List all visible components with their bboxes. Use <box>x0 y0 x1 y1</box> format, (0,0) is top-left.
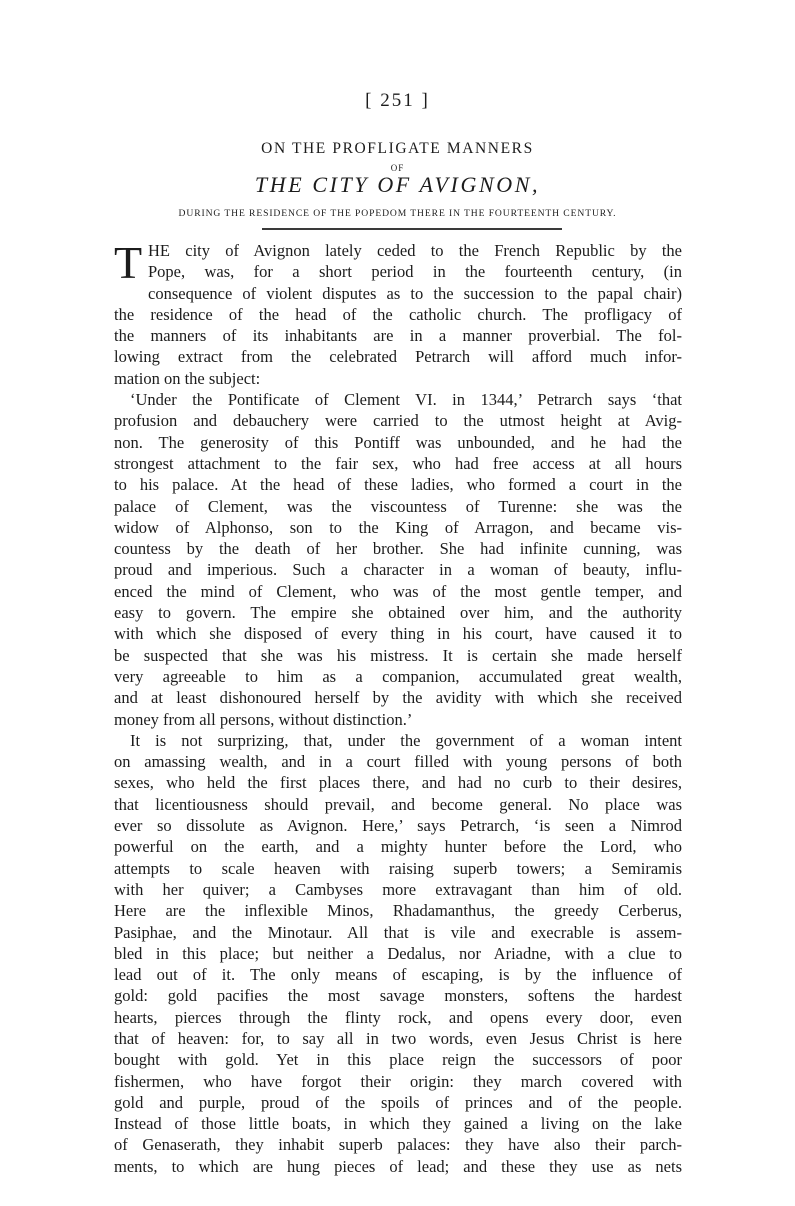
text-line: ever so dissolute as Avignon. Here,’ says Petrarch, ‘is seen a Nimrod <box>114 816 682 836</box>
text-line: Pope, was, for a short period in the fourteenth century, (in <box>148 262 682 282</box>
text-line: bought with gold. Yet in this place reign the successors of poor <box>114 1050 682 1070</box>
text-line: It is not surprizing, that, under the government of a woman intent <box>130 730 682 750</box>
text-line: strongest attachment to the fair sex, who had free access at all hours <box>114 453 682 473</box>
text-line: Instead of those little boats, in which they gained a living on the lake <box>114 1114 682 1134</box>
text-line: easy to govern. The empire she obtained over him, and the authority <box>114 603 682 623</box>
title-of: OF <box>390 163 405 173</box>
text-line: gold and purple, proud of the spoils of princes and of the people. <box>114 1092 682 1112</box>
text-line: mation on the subject: <box>114 368 261 388</box>
text-line: proud and imperious. Such a character in a woman of beauty, influ- <box>114 560 682 580</box>
text-line: lowing extract from the celebrated Petrarch will afford much infor- <box>114 347 682 367</box>
text-line: countess by the death of her brother. She had infinite cunning, was <box>114 539 682 559</box>
text-line: attempts to scale heaven with raising superb towers; a Semiramis <box>114 858 682 878</box>
text-line: with her quiver; a Cambyses more extravagant than him of old. <box>114 879 682 899</box>
text-line: lead out of it. The only means of escaping, is by the influence of <box>114 965 682 985</box>
text-line: the residence of the head of the catholic church. The profligacy of <box>114 304 682 324</box>
text-line: ments, to which are hung pieces of lead; and these they use as nets <box>114 1156 682 1176</box>
text-line: HE city of Avignon lately ceded to the French Republic by the <box>148 241 682 260</box>
text-line: enced the mind of Clement, who was of the most gentle temper, and <box>114 581 682 601</box>
title-main: THE CITY OF AVIGNON, <box>254 172 541 197</box>
subtitle: DURING THE RESIDENCE OF THE POPEDOM THERE IN THE FOURTEENTH CENTURY. <box>178 208 617 219</box>
drop-cap: T <box>114 237 143 288</box>
text-line: that of heaven: for, to say all in two words, even Jesus Christ is here <box>114 1028 682 1048</box>
text-line: consequence of violent disputes as to the succession to the papal chair) <box>148 283 682 303</box>
text-line: of Genaserath, they inhabit superb palaces: they have also their parch- <box>114 1135 682 1155</box>
page-number: [ 251 ] <box>365 90 430 111</box>
text-line: non. The generosity of this Pontiff was unbounded, and he had the <box>114 432 682 452</box>
text-line: palace of Clement, was the viscountess of Turenne: she was the <box>114 496 682 516</box>
text-line: very agreeable to him as a companion, accumulated great wealth, <box>114 666 682 686</box>
title-rule <box>262 228 562 230</box>
text-line: and at least dishonoured herself by the avidity with which she received <box>114 688 682 708</box>
text-line: that licentiousness should prevail, and become general. No place was <box>114 794 682 814</box>
text-line: profusion and debauchery were carried to the utmost height at Avig- <box>114 411 682 431</box>
title-line-1: ON THE PROFLIGATE MANNERS <box>261 140 534 157</box>
text-line: Pasiphae, and the Minotaur. All that is vile and execrable is assem- <box>114 922 682 942</box>
text-line: to his palace. At the head of these ladies, who formed a court in the <box>114 475 682 495</box>
text-line: widow of Alphonso, son to the King of Arragon, and became vis- <box>114 517 682 537</box>
text-line: on amassing wealth, and in a court filled with young persons of both <box>114 752 682 772</box>
text-line: be suspected that she was his mistress. It is certain she made herself <box>114 645 682 665</box>
text-line: ‘Under the Pontificate of Clement VI. in 1344,’ Petrarch says ‘that <box>130 390 682 410</box>
text-line: fishermen, who have forgot their origin: they march covered with <box>114 1071 682 1091</box>
text-line: sexes, who held the first places there, and had no curb to their desires, <box>114 773 682 793</box>
text-line: Here are the inflexible Minos, Rhadamanthus, the greedy Cerberus, <box>114 901 682 921</box>
text-line: money from all persons, without distinction.’ <box>114 709 413 729</box>
text-line: the manners of its inhabitants are in a manner proverbial. The fol- <box>114 326 682 346</box>
text-line: gold: gold pacifies the most savage monsters, softens the hardest <box>114 986 682 1006</box>
text-line: hearts, pierces through the flinty rock, and opens every door, even <box>114 1007 682 1027</box>
text-line: powerful on the earth, and a mighty hunter before the Lord, who <box>114 837 682 857</box>
text-line: bled in this place; but neither a Dedalus, nor Ariadne, with a clue to <box>114 943 682 963</box>
article-body <box>114 237 682 1177</box>
text-line: with which she disposed of every thing in his court, have caused it to <box>114 624 682 644</box>
